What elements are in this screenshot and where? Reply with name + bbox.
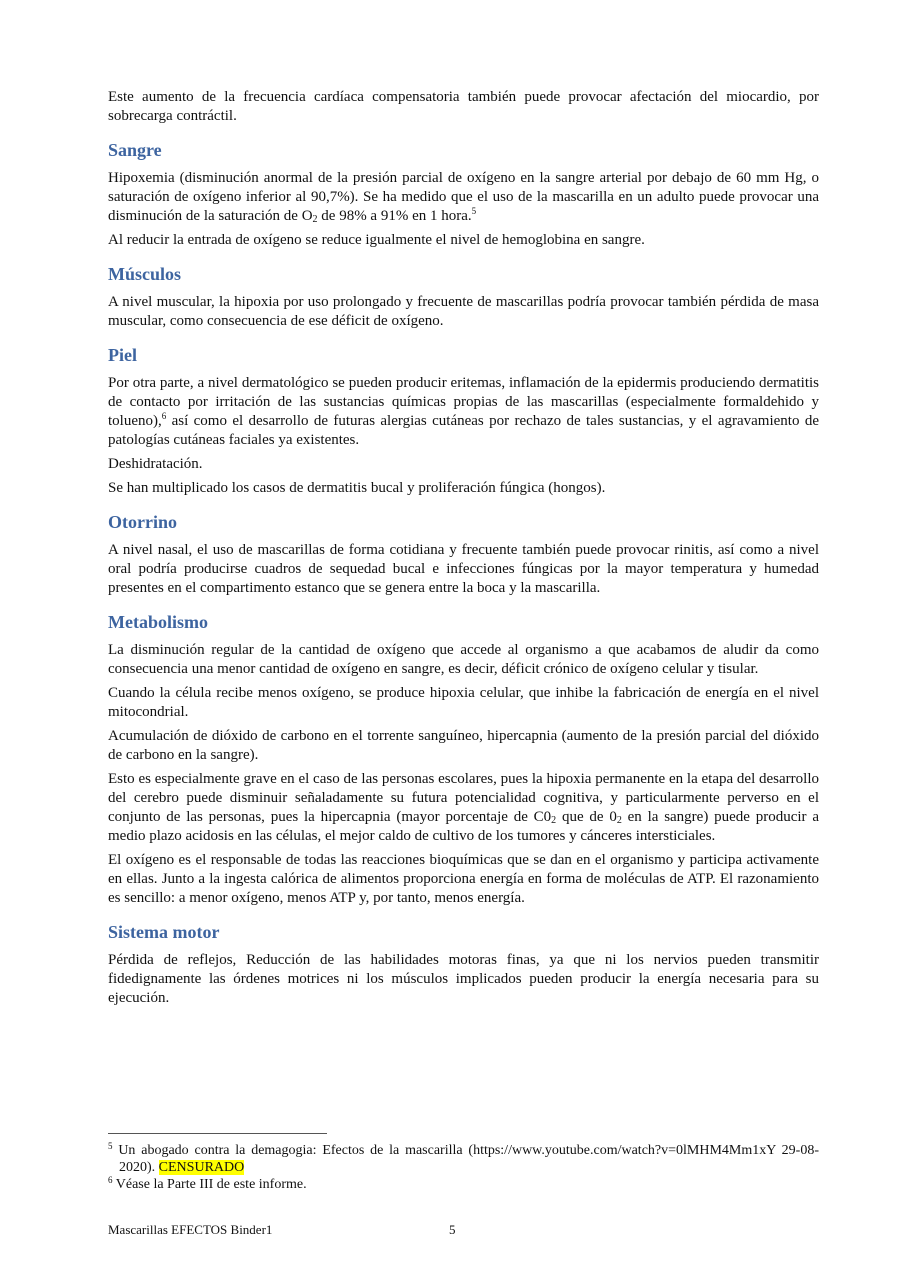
footnote-reference: 6 xyxy=(161,411,167,421)
text-run: Sangre xyxy=(108,140,162,160)
footnote-reference: 5 xyxy=(471,206,477,216)
text-run: El oxígeno es el responsable de todas las reacciones bioquímicas que se dan en el organismo y participa activamente en ellas. Junto a la ingesta calórica de alimentos proporciona energía en forma de moléculas de ATP. El razonamiento es sencillo: a menor oxígeno, menos ATP y, por tanto, menos energía. xyxy=(108,852,819,906)
text-run: La disminución regular de la cantidad de oxígeno que accede al organismo a que acabamos de aludir da como consecuencia una menor cantidad de oxígeno en sangre, es decir, déficit crónico de oxígeno celular y tisular. xyxy=(108,642,819,677)
paragraph xyxy=(108,479,819,498)
text-run: A nivel muscular, la hipoxia por uso prolongado y frecuente de mascarillas podría provocar también pérdida de masa muscular, como consecuencia de ese déficit de oxígeno. xyxy=(108,294,819,329)
section-heading xyxy=(108,611,819,633)
section-heading xyxy=(108,344,819,366)
section-heading xyxy=(108,139,819,161)
footer-document-name: Mascarillas EFECTOS Binder1 xyxy=(108,1222,273,1237)
paragraph xyxy=(108,951,819,1008)
text-run: Véase la Parte III de este informe. xyxy=(112,1177,307,1192)
subscript: 2 xyxy=(312,214,318,225)
subscript: 2 xyxy=(551,815,557,826)
section-heading xyxy=(108,263,819,285)
text-run: Músculos xyxy=(108,264,182,284)
paragraph xyxy=(108,374,819,450)
text-run: Este aumento de la frecuencia cardíaca compensatoria también puede provocar afectación del miocardio, por sobrecarga contráctil. xyxy=(108,89,819,124)
text-run: Sistema motor xyxy=(108,922,220,942)
text-run: Pérdida de reflejos, Reducción de las habilidades motoras finas, ya que ni los nervios pueden transmitir fidedignamente las órdenes motrices ni los músculos implicados pueden producir la energía necesaria para su ejecución. xyxy=(108,952,819,1006)
paragraph xyxy=(108,541,819,598)
paragraph xyxy=(108,727,819,765)
text-run: que de 0 xyxy=(556,809,617,825)
text-run: Hipoxemia (disminución anormal de la presión parcial de oxígeno en la sangre arterial por debajo de 60 mm Hg, o saturación de oxígeno inferior al 90,7%). Se ha medido que el uso de la mascarilla en un adulto puede provocar una disminución de la saturación de O xyxy=(108,170,819,224)
paragraph xyxy=(108,169,819,226)
footnotes xyxy=(108,1142,819,1193)
document-body xyxy=(108,88,819,1013)
paragraph xyxy=(108,641,819,679)
text-run: Cuando la célula recibe menos oxígeno, se produce hipoxia celular, que inhibe la fabricación de energía en el nivel mitocondrial. xyxy=(108,685,819,720)
footnote xyxy=(108,1176,819,1193)
text-run: Otorrino xyxy=(108,512,177,532)
text-run: A nivel nasal, el uso de mascarillas de forma cotidiana y frecuente también puede provocar rinitis, así como a nivel oral podría producirse cuadros de sequedad bucal e infecciones fúngicas por la mayor temperatura y humedad presentes en el compartimento estanco que se genera entre la boca y la mascarilla. xyxy=(108,542,819,596)
footnote xyxy=(108,1142,819,1176)
text-run: así como el desarrollo de futuras alergias cutáneas por rechazo de tales sustancias, y el agravamiento de patologías cutáneas faciales ya existentes. xyxy=(108,413,819,448)
text-run: Esto es especialmente grave en el caso de las personas escolares, pues la hipoxia permanente en la etapa del desarrollo del cerebro puede disminuir señaladamente su futura potencialidad cognitiva, y particularmente perverso en el conjunto de las personas, pues la hipercapnia (mayor porcentaje de C0 xyxy=(108,771,819,825)
page-number: 5 xyxy=(449,1222,456,1237)
paragraph xyxy=(108,455,819,474)
section-heading xyxy=(108,921,819,943)
text-run: Deshidratación. xyxy=(108,456,203,472)
footnote-reference: 6 xyxy=(108,1175,113,1185)
paragraph xyxy=(108,684,819,722)
text-run: Por otra parte, a nivel dermatológico se pueden producir eritemas, inflamación de la epidermis produciendo dermatitis de contacto por irritación de las sustancias químicas propias de las mascarillas (especialmente formaldehido y tolueno), xyxy=(108,375,819,429)
text-run: en la sangre) puede producir a medio plazo acidosis en las células, el mejor caldo de cultivo de los tumores y cánceres intersticiales. xyxy=(108,809,819,844)
paragraph xyxy=(108,851,819,908)
text-run: Al reducir la entrada de oxígeno se reduce igualmente el nivel de hemoglobina en sangre. xyxy=(108,232,645,248)
paragraph xyxy=(108,231,819,250)
text-run: Piel xyxy=(108,345,137,365)
text-run: Metabolismo xyxy=(108,612,208,632)
paragraph xyxy=(108,293,819,331)
footnote-separator xyxy=(108,1133,327,1134)
text-run: de 98% a 91% en 1 hora. xyxy=(317,208,472,224)
paragraph xyxy=(108,88,819,126)
text-run: Acumulación de dióxido de carbono en el torrente sanguíneo, hipercapnia (aumento de la presión parcial del dióxido de carbono en la sangre). xyxy=(108,728,819,763)
footnote-reference: 5 xyxy=(108,1141,113,1151)
section-heading xyxy=(108,511,819,533)
text-run: Un abogado contra la demagogia: Efectos de la mascarilla (https://www.youtube.com/watch?v=0lMHM4Mm1xY 29-08-2020). xyxy=(112,1143,819,1175)
subscript: 2 xyxy=(616,815,622,826)
highlighted-text: CENSURADO xyxy=(158,1160,245,1175)
text-run: Se han multiplicado los casos de dermatitis bucal y proliferación fúngica (hongos). xyxy=(108,480,606,496)
paragraph xyxy=(108,770,819,846)
